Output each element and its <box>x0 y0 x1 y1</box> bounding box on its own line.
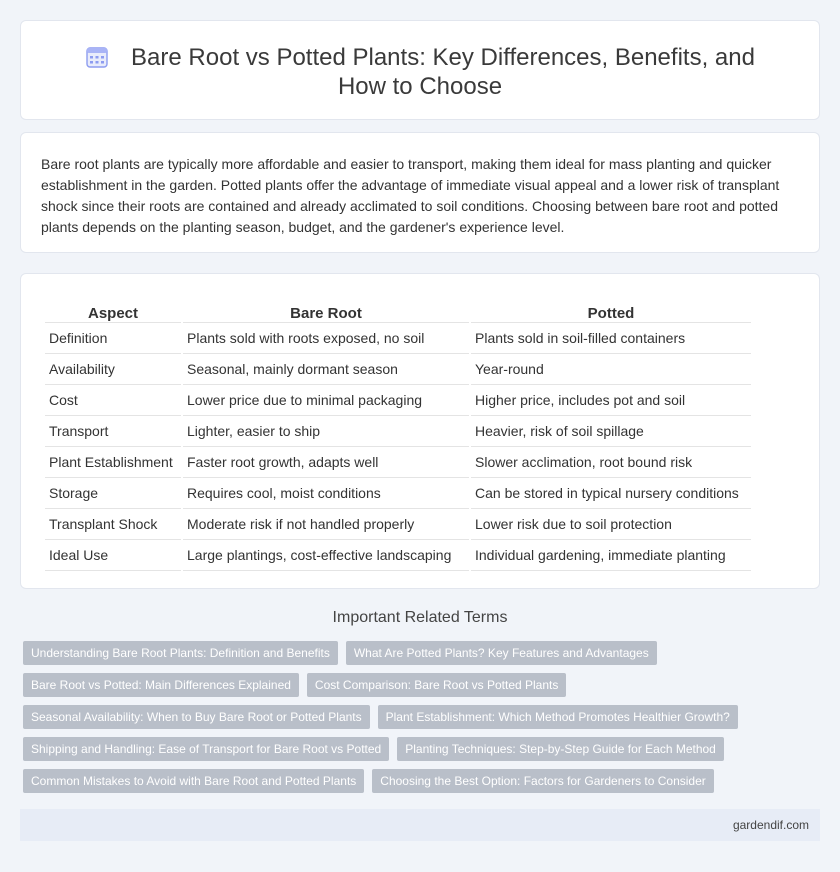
related-term-link[interactable]: Seasonal Availability: When to Buy Bare Root or Potted Plants <box>23 705 370 729</box>
cell-potted: Higher price, includes pot and soil <box>471 384 751 415</box>
tag-row <box>23 769 823 793</box>
related-term-link[interactable]: Bare Root vs Potted: Main Differences Explained <box>23 673 299 697</box>
table-row <box>45 384 751 415</box>
tag-row <box>23 737 823 761</box>
cell-potted: Slower acclimation, root bound risk <box>471 446 751 477</box>
cell-bare-root: Lower price due to minimal packaging <box>183 384 469 415</box>
footer <box>20 809 820 841</box>
cell-potted: Heavier, risk of soil spillage <box>471 415 751 446</box>
header-aspect: Aspect <box>87 305 139 322</box>
cell-aspect: Definition <box>45 322 181 353</box>
related-term-link[interactable]: Common Mistakes to Avoid with Bare Root and Potted Plants <box>23 769 364 793</box>
related-terms-list <box>23 641 823 801</box>
intro-card <box>20 132 820 253</box>
cell-aspect: Ideal Use <box>45 539 181 571</box>
header-card <box>20 20 820 120</box>
cell-aspect: Cost <box>45 384 181 415</box>
cell-bare-root: Large plantings, cost-effective landscaping <box>183 539 469 571</box>
cell-potted: Can be stored in typical nursery conditions <box>471 477 751 508</box>
table-header-row <box>45 296 751 322</box>
cell-bare-root: Faster root growth, adapts well <box>183 446 469 477</box>
table-row <box>45 477 751 508</box>
cell-bare-root: Moderate risk if not handled properly <box>183 508 469 539</box>
tag-row <box>23 641 823 665</box>
title-wrap <box>21 43 819 101</box>
intro-paragraph: Bare root plants are typically more affordable and easier to transport, making them ideal for mass planting and quicker establishment in the garden. Potted plants offer the advantage of immediate visual appeal and a lower risk of transplant shock since their roots are contained and already acclimated to soil conditions. Choosing between bare root and potted plants depends on the planting season, budget, and the gardener's experience level. <box>41 156 780 235</box>
related-term-link[interactable]: Shipping and Handling: Ease of Transport for Bare Root vs Potted <box>23 737 389 761</box>
table-row <box>45 508 751 539</box>
related-term-link[interactable]: Cost Comparison: Bare Root vs Potted Plants <box>307 673 566 697</box>
footer-site-link[interactable]: gardendif.com <box>732 818 809 832</box>
cell-aspect: Availability <box>45 353 181 384</box>
comparison-card <box>20 273 820 589</box>
table-row <box>45 353 751 384</box>
cell-aspect: Transplant Shock <box>45 508 181 539</box>
cell-aspect: Storage <box>45 477 181 508</box>
related-term-link[interactable]: Choosing the Best Option: Factors for Gardeners to Consider <box>372 769 714 793</box>
related-terms-title: Important Related Terms <box>332 609 508 626</box>
header-bare-root: Bare Root <box>290 305 362 322</box>
related-term-link[interactable]: Planting Techniques: Step-by-Step Guide for Each Method <box>397 737 724 761</box>
related-term-link[interactable]: What Are Potted Plants? Key Features and Advantages <box>346 641 657 665</box>
cell-potted: Year-round <box>471 353 751 384</box>
table-row <box>45 415 751 446</box>
cell-bare-root: Requires cool, moist conditions <box>183 477 469 508</box>
cell-aspect: Transport <box>45 415 181 446</box>
tag-row <box>23 673 823 697</box>
cell-bare-root: Plants sold with roots exposed, no soil <box>183 322 469 353</box>
related-term-link[interactable]: Understanding Bare Root Plants: Definition and Benefits <box>23 641 338 665</box>
tag-row <box>23 705 823 729</box>
table-row <box>45 322 751 353</box>
related-term-link[interactable]: Plant Establishment: Which Method Promotes Healthier Growth? <box>378 705 738 729</box>
table-row <box>45 539 751 571</box>
cell-aspect: Plant Establishment <box>45 446 181 477</box>
page-title <box>21 43 819 101</box>
cell-potted: Lower risk due to soil protection <box>471 508 751 539</box>
cell-bare-root: Lighter, easier to ship <box>183 415 469 446</box>
cell-potted: Individual gardening, immediate planting <box>471 539 751 571</box>
cell-potted: Plants sold in soil-filled containers <box>471 322 751 353</box>
comparison-table <box>43 296 753 571</box>
calendar-icon <box>85 45 109 69</box>
header-potted: Potted <box>587 305 635 322</box>
cell-bare-root: Seasonal, mainly dormant season <box>183 353 469 384</box>
page-title-text: Bare Root vs Potted Plants: Key Differences, Benefits, and How to Choose <box>131 44 755 100</box>
table-row <box>45 446 751 477</box>
